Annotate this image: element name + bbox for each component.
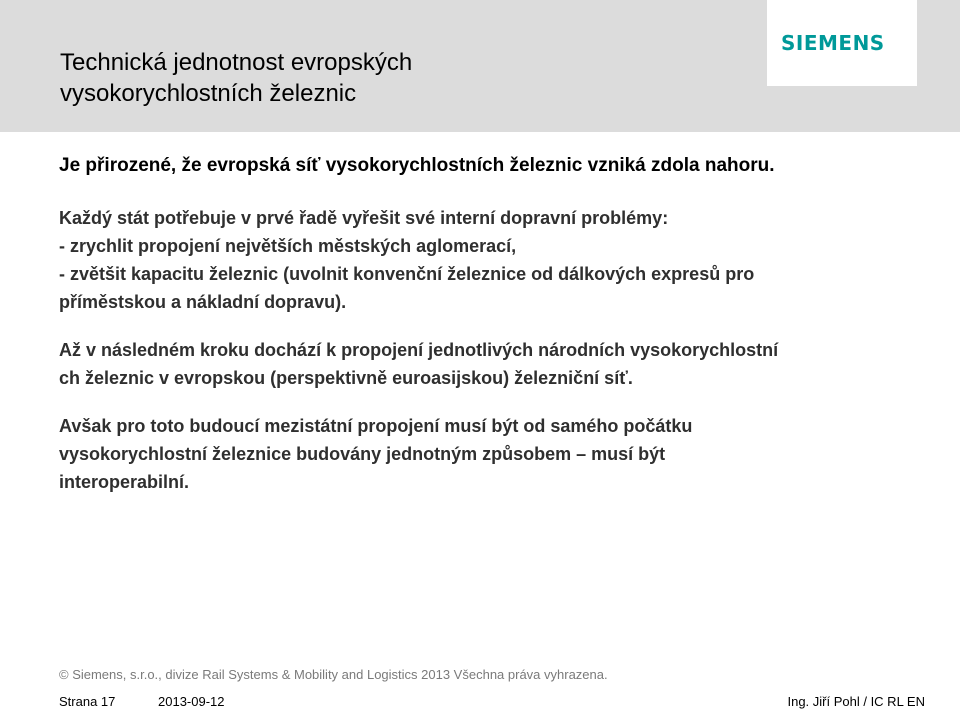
paragraph-next-step [59,336,939,392]
page-number: Strana 17 [59,694,116,709]
slide-date: 2013-09-12 [158,694,225,709]
paragraph-line: interoperabilní. [59,472,190,492]
intro-statement: Je přirozené, že evropská síť vysokorychlostních železnic vzniká zdola nahoru. [59,155,775,176]
author-label: Ing. Jiří Pohl / IC RL EN [787,694,925,709]
paragraph-line: příměstskou a nákladní dopravu). [59,292,347,312]
slide-content [59,152,939,496]
footer-copyright: © Siemens, s.r.o., divize Rail Systems & Mobility and Logistics 2013 Všechna práva vyhrazena. [59,667,608,682]
paragraph-interoperability [59,412,939,496]
paragraph-internal-problems [59,204,939,316]
paragraph-line: - zvětšit kapacitu železnic (uvolnit konvenční železnice od dálkových expresů pro [59,264,755,284]
slide-title [60,47,720,109]
paragraph-line: vysokorychlostní železnice budovány jednotným způsobem – musí být [59,444,666,464]
paragraph-line: ch železnic v evropskou (perspektivně euroasijskou) železniční síť. [59,368,633,388]
paragraph-line: Každý stát potřebuje v prvé řadě vyřešit své interní dopravní problémy: [59,208,669,228]
paragraph-line: Avšak pro toto budoucí mezistátní propojení musí být od samého počátku [59,416,693,436]
siemens-logo: SIEMENS [781,31,885,55]
paragraph-line: - zrychlit propojení největších městských aglomerací, [59,236,517,256]
slide-title-line-2: vysokorychlostních železnic [60,80,357,107]
paragraph-line: Až v následném kroku dochází k propojení jednotlivých národních vysokorychlostní [59,340,779,360]
slide-title-line-1: Technická jednotnost evropských [60,49,413,76]
